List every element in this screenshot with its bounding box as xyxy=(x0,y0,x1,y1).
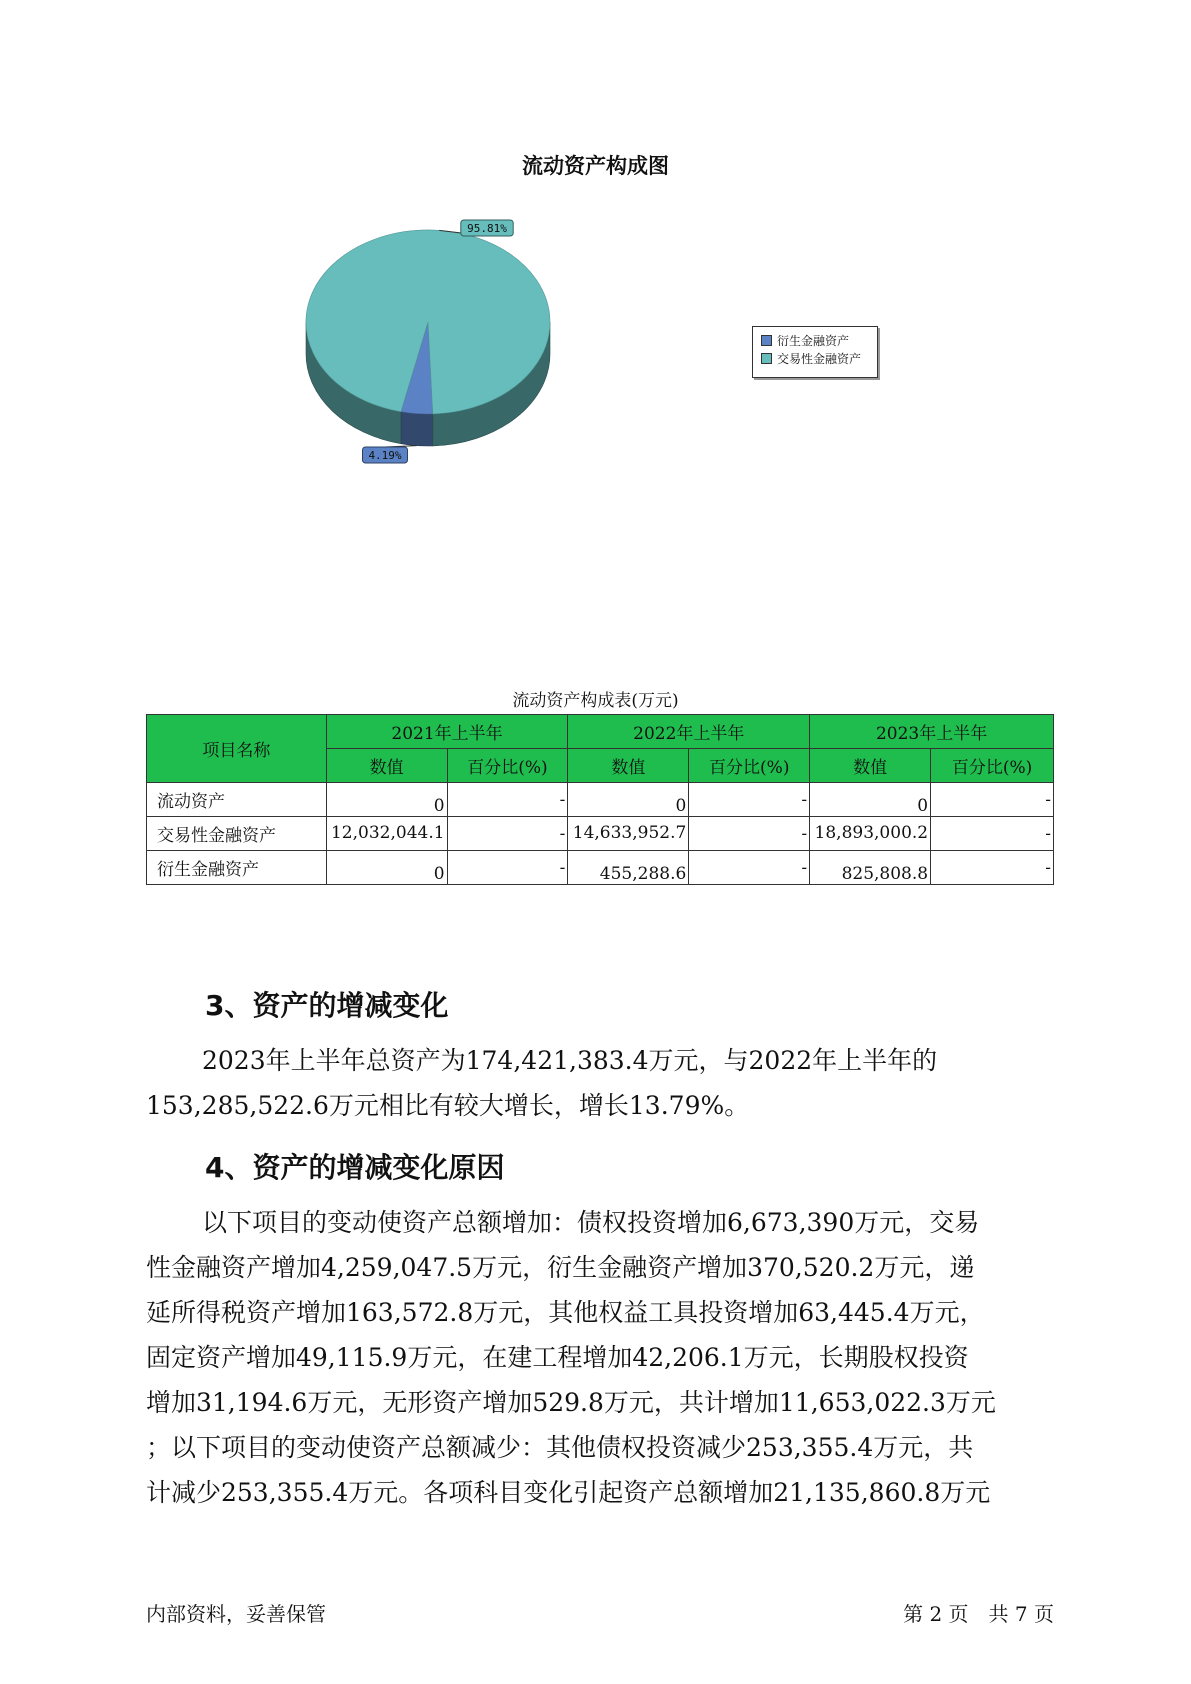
pie-side-0 xyxy=(401,412,433,446)
cell-value: 0 xyxy=(810,783,931,817)
cell-value: 455,288.6 xyxy=(568,851,689,885)
legend-swatch-derivative xyxy=(761,335,772,346)
chart-title: 流动资产构成图 xyxy=(522,154,669,178)
header-percent: 百分比(%) xyxy=(931,749,1054,783)
cell-value: 18,893,000.2 xyxy=(810,817,931,851)
header-value: 数值 xyxy=(568,749,689,783)
section4-line: 以下项目的变动使资产总额增加：债权投资增加6,673,390万元，交易 xyxy=(202,1208,980,1237)
legend-swatch-trading xyxy=(761,353,772,364)
header-period-2022: 2022年上半年 xyxy=(568,715,810,749)
legend-item-trading xyxy=(761,349,877,367)
page-number: 第 2 页 共 7 页 xyxy=(903,1602,1054,1626)
table-row xyxy=(147,817,1054,851)
cell-percent: - xyxy=(689,851,810,885)
section4-line: 计减少253,355.4万元。各项科目变化引起资产总额增加21,135,860.8万元 xyxy=(146,1478,991,1507)
cell-percent: - xyxy=(931,851,1054,885)
section4-paragraph xyxy=(146,1200,1058,1515)
cell-value: 12,032,044.1 xyxy=(326,817,447,851)
cell-value: 14,633,952.7 xyxy=(568,817,689,851)
legend-label-derivative: 衍生金融资产 xyxy=(777,333,850,348)
row-name: 流动资产 xyxy=(147,783,327,817)
cell-percent: - xyxy=(689,783,810,817)
cell-percent: - xyxy=(447,783,568,817)
header-value: 数值 xyxy=(810,749,931,783)
footer-note: 内部资料，妥善保管 xyxy=(146,1602,326,1626)
cell-percent: - xyxy=(931,817,1054,851)
header-item-name: 项目名称 xyxy=(147,715,327,783)
section3-line: 2023年上半年总资产为174,421,383.4万元，与2022年上半年的 xyxy=(202,1046,938,1075)
legend-label-trading: 交易性金融资产 xyxy=(777,351,862,366)
asset-table xyxy=(146,714,1054,885)
row-name: 衍生金融资产 xyxy=(147,851,327,885)
pie-label-0: 4.19% xyxy=(368,449,402,462)
section4-line: 性金融资产增加4,259,047.5万元，衍生金融资产增加370,520.2万元，递 xyxy=(146,1253,975,1282)
section4-line: 延所得税资产增加163,572.8万元，其他权益工具投资增加63,445.4万元， xyxy=(146,1298,985,1327)
table-row xyxy=(147,783,1054,817)
section3-paragraph xyxy=(146,1038,1058,1128)
cell-percent: - xyxy=(931,783,1054,817)
section4-line: ；以下项目的变动使资产总额减少：其他债权投资减少253,355.4万元，共 xyxy=(146,1433,974,1462)
cell-value: 0 xyxy=(326,851,447,885)
header-value: 数值 xyxy=(326,749,447,783)
chart-legend xyxy=(752,326,878,378)
cell-percent: - xyxy=(447,817,568,851)
cell-percent: - xyxy=(689,817,810,851)
row-name: 交易性金融资产 xyxy=(147,817,327,851)
header-percent: 百分比(%) xyxy=(447,749,568,783)
section3-line: 153,285,522.6万元相比有较大增长，增长13.79%。 xyxy=(146,1091,750,1120)
section3-heading: 3、资产的增减变化 xyxy=(205,989,449,1022)
legend-item-derivative xyxy=(761,331,877,349)
table-caption: 流动资产构成表(万元) xyxy=(512,691,679,711)
section4-line: 固定资产增加49,115.9万元，在建工程增加42,206.1万元，长期股权投资 xyxy=(146,1343,969,1372)
table-row xyxy=(147,851,1054,885)
header-percent: 百分比(%) xyxy=(689,749,810,783)
cell-value: 825,808.8 xyxy=(810,851,931,885)
cell-value: 0 xyxy=(568,783,689,817)
table-header-row xyxy=(147,715,1054,749)
section4-line: 增加31,194.6万元，无形资产增加529.8万元，共计增加11,653,022.3万元 xyxy=(146,1388,996,1417)
cell-value: 0 xyxy=(326,783,447,817)
pie-label-1: 95.81% xyxy=(467,222,507,235)
header-period-2021: 2021年上半年 xyxy=(326,715,568,749)
cell-percent: - xyxy=(447,851,568,885)
pie-chart xyxy=(0,0,1191,560)
section4-heading: 4、资产的增减变化原因 xyxy=(205,1151,505,1184)
header-period-2023: 2023年上半年 xyxy=(810,715,1054,749)
